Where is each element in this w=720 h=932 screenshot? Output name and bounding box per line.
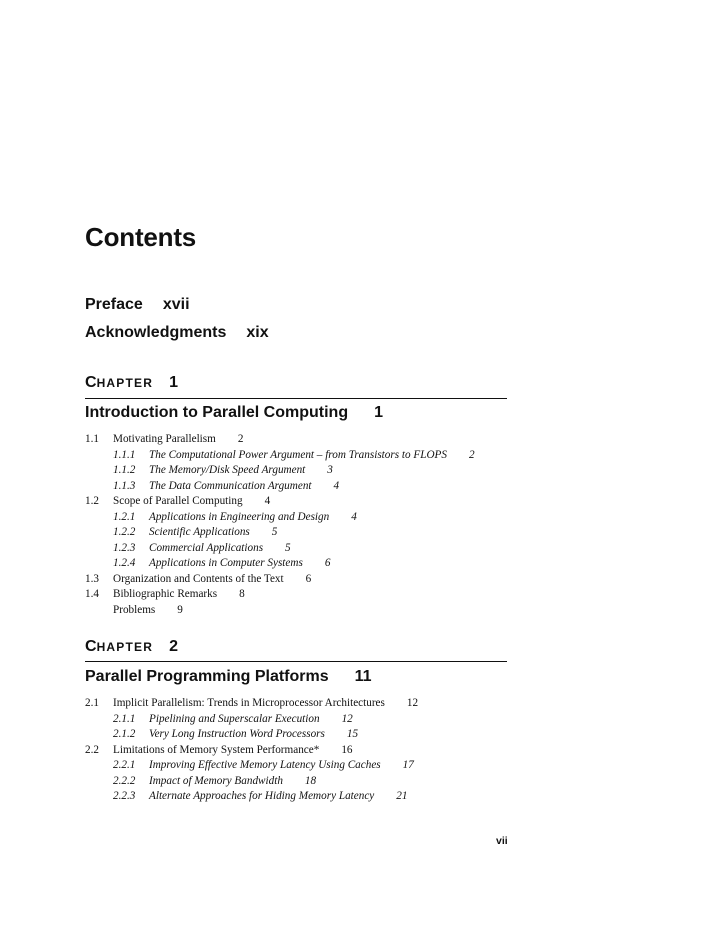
chapter-number: 1 (169, 374, 179, 391)
chapter-1-label: CHAPTER 1 (85, 374, 179, 391)
chapter-2-label: CHAPTER 2 (85, 638, 179, 655)
chapter-2-divider (85, 661, 507, 662)
chapter-1-divider (85, 398, 507, 399)
page-number: vii (496, 835, 508, 847)
front-matter-label: Acknowledgments (85, 324, 227, 341)
front-matter-page: xvii (162, 296, 190, 313)
chapter-2-title[interactable]: Parallel Programming Platforms 11 (85, 668, 372, 685)
page-title: Contents (85, 222, 197, 252)
chapter-number: 2 (169, 638, 179, 655)
chapter-page: 1 (374, 404, 384, 421)
front-matter-acknowledgments[interactable] (85, 324, 269, 342)
front-matter-preface[interactable] (85, 296, 190, 314)
front-matter-label: Preface (85, 296, 143, 313)
chapter-page: 11 (354, 668, 372, 685)
front-matter-page: xix (246, 324, 269, 341)
chapter-1-title[interactable]: Introduction to Parallel Computing 1 (85, 404, 384, 421)
